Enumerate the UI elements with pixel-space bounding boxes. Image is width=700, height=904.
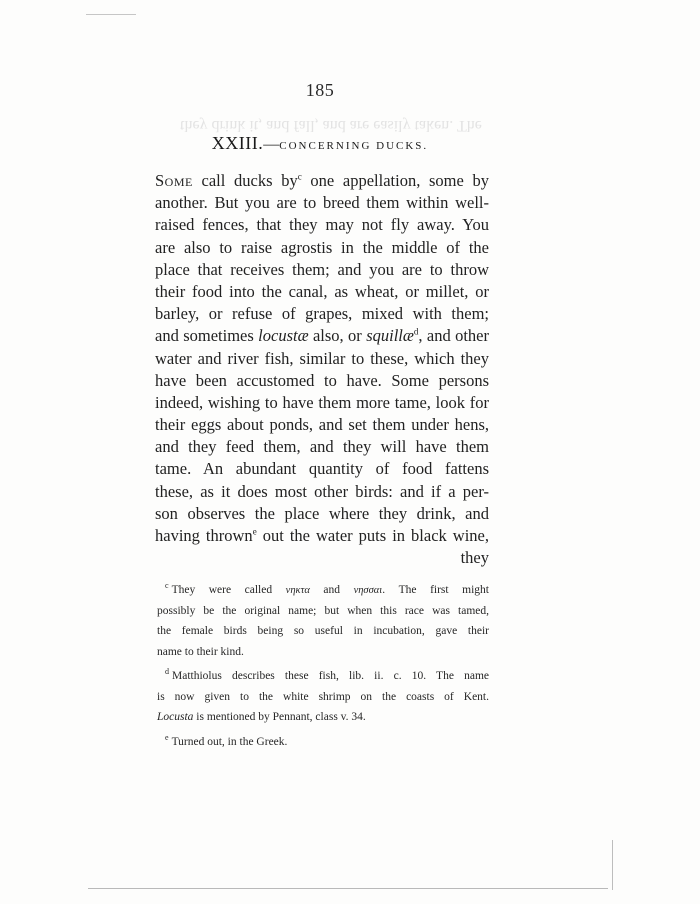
text-segment: and: [309, 584, 354, 596]
chapter-title: CONCERNING DUCKS.: [279, 140, 429, 152]
text-segment: , and other: [418, 326, 489, 346]
chapter-number: XXIII.: [211, 133, 264, 153]
text-line: [155, 525, 489, 547]
text-line: and they feed them, and they will have them: [155, 437, 489, 457]
text-line: another. But you are to breed them within well-: [155, 193, 489, 213]
footnote-line: [157, 707, 489, 728]
scan-edge-top: [86, 14, 136, 15]
text-line: son observes the place where they drink, and: [155, 503, 489, 523]
text-segment: call ducks by: [192, 171, 298, 190]
italic-term: Locusta: [157, 711, 194, 723]
footnote-d: [157, 666, 489, 728]
footnote-e: [157, 732, 489, 753]
italic-term: squillæ: [366, 326, 414, 346]
text-segment: Matthiolus describes these fish, lib. ii. c. 10. The name: [172, 670, 489, 682]
text-segment: Turned out, in the Greek.: [171, 735, 288, 748]
text-segment: also, or: [308, 326, 367, 346]
bleed-through-text: they drink it, and fall, and are easily taken. The: [180, 117, 482, 134]
text-line: raised fences, that they may not fly away. You: [155, 215, 489, 235]
footnote-line: [157, 666, 489, 687]
footnote-line: possibly be the original name; but when this race was tamed,: [157, 604, 489, 617]
text-line: tame. An abundant quantity of food fattens: [155, 459, 489, 479]
greek-word: νησσαι: [353, 585, 383, 596]
text-segment: . The first might: [382, 584, 489, 596]
body-paragraph: [155, 170, 489, 569]
text-line: have been accustomed to have. Some persons: [155, 370, 489, 390]
footnote-line: the female birds being so useful in incubation, gave their: [157, 625, 489, 637]
footnote-ref-d: d: [413, 326, 419, 337]
footnote-line: is now given to the white shrimp on the coasts of Kent.: [157, 690, 489, 703]
text-segment: one appellation, some by: [301, 171, 490, 190]
chapter-heading: [0, 133, 640, 154]
text-line: [155, 325, 489, 347]
footnote-mark: c: [165, 581, 169, 591]
text-line: are also to raise agrostis in the middle of the: [155, 237, 489, 257]
footnote-mark: d: [165, 667, 169, 677]
page-number: 185: [305, 80, 335, 100]
text-line: their food into the canal, as wheat, or millet, or: [155, 281, 489, 301]
text-segment: and sometimes: [155, 326, 259, 346]
footnote-mark: e: [165, 732, 169, 742]
footnote-c: [157, 580, 489, 662]
scan-edge-right: [612, 840, 613, 890]
footnote-line: [157, 580, 489, 601]
text-segment: They were called: [171, 584, 286, 596]
text-segment: is mentioned by Pennant, class v. 34.: [193, 711, 366, 723]
text-line: indeed, wishing to have them more tame, look for: [155, 392, 489, 412]
text-segment: having thrown: [155, 526, 253, 545]
footnote-line: name to their kind.: [157, 645, 244, 658]
text-line: [155, 170, 489, 192]
footnotes: [157, 580, 489, 756]
scan-edge-bottom: [88, 888, 608, 889]
text-line: place that receives them; and you are to throw: [155, 259, 489, 279]
footnote-line: [157, 732, 489, 753]
text-line: these, as it does most other birds: and if a per-: [155, 481, 489, 501]
catchword: they: [460, 548, 489, 568]
greek-word: νηκτα: [285, 585, 310, 596]
italic-term: locustæ: [258, 326, 309, 346]
text-line: barley, or refuse of grapes, mixed with them;: [155, 304, 489, 324]
text-line: their eggs about ponds, and set them under hens,: [155, 415, 489, 435]
text-segment: out the water puts in black wine,: [256, 526, 490, 545]
heading-dash: —: [263, 136, 280, 153]
footnote-ref-c: c: [297, 171, 302, 182]
text-line: water and river fish, similar to these, which they: [155, 348, 489, 368]
opening-word: Some: [155, 171, 193, 190]
footnote-ref-e: e: [252, 526, 257, 537]
